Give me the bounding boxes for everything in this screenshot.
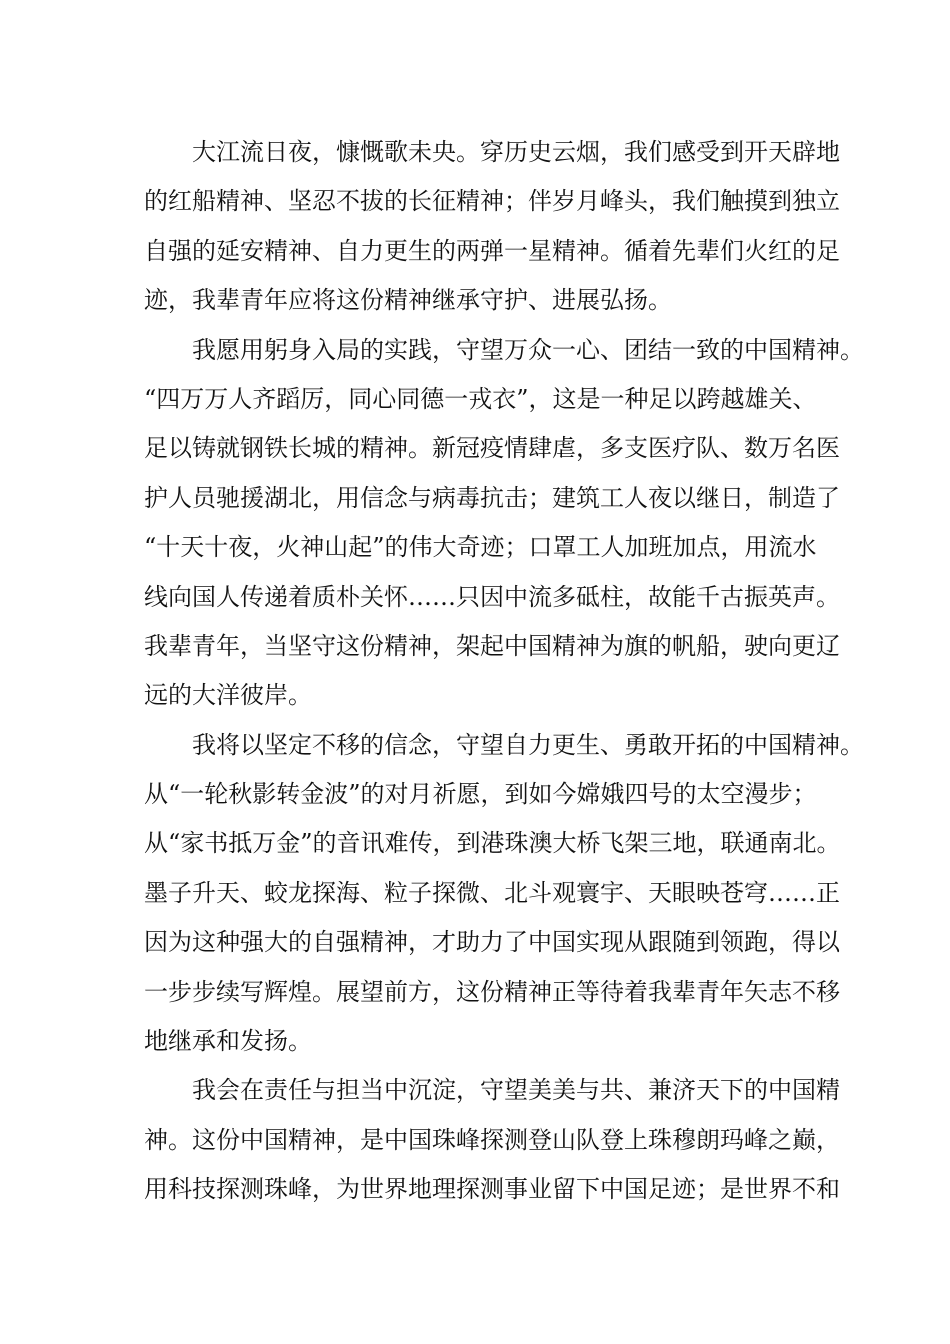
text-line: 迹，我辈青年应将这份精神继承守护、进展弘扬。 [144, 286, 672, 315]
text-line: 墨子升天、蛟龙探海、粒子探微、北斗观寰宇、天眼映苍穹……正 [144, 878, 840, 907]
text-line: 线向国人传递着质朴关怀……只因中流多砥柱，故能千古振英声。 [144, 582, 840, 611]
text-line: “四万万人齐蹈厉，同心同德一戎衣”，这是一种足以跨越雄关、 [144, 384, 817, 413]
text-line: 我愿用躬身入局的实践，守望万众一心、团结一致的中国精神。 [192, 335, 864, 364]
text-line: 大江流日夜，慷慨歌未央。穿历史云烟，我们感受到开天辟地 [192, 138, 840, 166]
text-line: 从“家书抵万金”的音讯难传，到港珠澳大桥飞架三地，联通南北。 [144, 829, 841, 858]
text-line: 我会在责任与担当中沉淀，守望美美与共、兼济天下的中国精 [192, 1076, 840, 1105]
text-line: 我辈青年，当坚守这份精神，架起中国精神为旗的帆船，驶向更辽 [144, 631, 840, 660]
text-line: 的红船精神、坚忍不拔的长征精神；伴岁月峰头，我们触摸到独立 [144, 187, 840, 216]
text-line: 我将以坚定不移的信念，守望自力更生、勇敢开拓的中国精神。 [192, 730, 864, 759]
text-line: 地继承和发扬。 [144, 1027, 312, 1056]
text-line: 因为这种强大的自强精神，才助力了中国实现从跟随到领跑，得以 [144, 928, 840, 957]
essay-body [144, 128, 864, 1215]
text-line: 神。这份中国精神，是中国珠峰探测登山队登上珠穆朗玛峰之巅， [144, 1125, 840, 1154]
text-line: 足以铸就钢铁长城的精神。新冠疫情肆虐，多支医疗队、数万名医 [144, 434, 840, 463]
text-line: 一步步续写辉煌。展望前方，这份精神正等待着我辈青年矢志不移 [144, 977, 840, 1006]
text-line: 远的大洋彼岸。 [144, 681, 312, 710]
text-line: 自强的延安精神、自力更生的两弹一星精神。循着先辈们火红的足 [144, 236, 840, 265]
text-line: 从“一轮秋影转金波”的对月祈愿，到如今嫦娥四号的太空漫步； [144, 780, 817, 809]
text-line: 用科技探测珠峰，为世界地理探测事业留下中国足迹；是世界不和 [144, 1175, 840, 1204]
text-line: “十天十夜，火神山起”的伟大奇迹；口罩工人加班加点，用流水 [144, 533, 817, 562]
text-line: 护人员驰援湖北，用信念与病毒抗击；建筑工人夜以继日，制造了 [144, 483, 840, 512]
